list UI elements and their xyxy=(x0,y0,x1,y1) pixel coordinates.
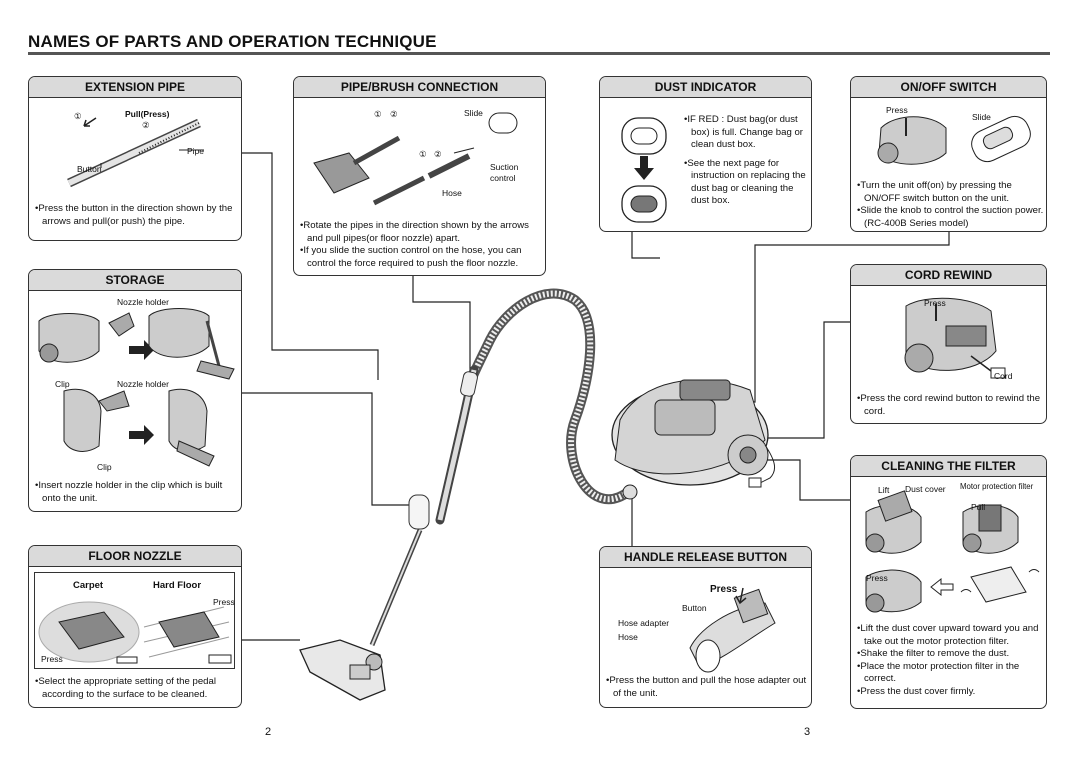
page-title: NAMES OF PARTS AND OPERATION TECHNIQUE xyxy=(28,32,437,51)
pipe-brush-panel xyxy=(293,76,546,276)
floor-nozzle-heading: FLOOR NOZZLE xyxy=(29,546,241,567)
dust-indicator-heading: DUST INDICATOR xyxy=(600,77,811,98)
ext-num-2: ② xyxy=(142,120,150,130)
page-number-right: 3 xyxy=(804,726,811,738)
storage-heading: STORAGE xyxy=(29,270,241,291)
pipe-brush-heading: PIPE/BRUSH CONNECTION xyxy=(294,77,545,98)
floor-carpet-label: Carpet xyxy=(73,580,104,591)
filter-motor-label: Motor protection filter xyxy=(960,482,1034,491)
handle-hose-adapter-label: Hose adapter xyxy=(618,618,670,628)
pb-slide-label: Slide xyxy=(464,108,483,118)
onoff-instructions: •Turn the unit off(on) by pressing the ON/OFF switch button on the unit. •Slide the knob to control the suction power.(RC-400B Series model) xyxy=(857,180,1044,229)
pb-hose-label: Hose xyxy=(442,188,462,198)
onoff-heading: ON/OFF SWITCH xyxy=(851,77,1046,98)
extension-pipe-panel xyxy=(28,76,242,241)
cord-cord-label: Cord xyxy=(994,371,1013,381)
storage-clip-2: Clip xyxy=(97,462,112,472)
floor-press-label-1: Press xyxy=(213,597,235,607)
handle-hose-label: Hose xyxy=(618,632,638,642)
handle-release-panel xyxy=(599,546,812,708)
handle-release-instructions: •Press the button and pull the hose adapter out of the unit. xyxy=(606,675,807,699)
storage-panel xyxy=(28,269,242,512)
storage-instructions: •Insert nozzle holder in the clip which is built onto the unit. xyxy=(35,480,223,504)
pb-suction-label: Suction xyxy=(490,162,519,172)
floor-hard-label: Hard Floor xyxy=(153,580,202,591)
handle-release-heading: HANDLE RELEASE BUTTON xyxy=(600,547,811,568)
dust-indicator-illustration xyxy=(600,98,680,228)
handle-press-label: Press xyxy=(710,584,738,595)
cord-rewind-panel xyxy=(850,264,1047,424)
cord-rewind-heading: CORD REWIND xyxy=(851,265,1046,286)
extension-pipe-heading: EXTENSION PIPE xyxy=(29,77,241,98)
pb-instructions: •Rotate the pipes in the direction shown by the arrows and pull pipes(or floor nozzle) apart. •If you slide the suction control on the hose, you can control the force required to push the floor nozzle. xyxy=(300,220,529,269)
floor-nozzle-instructions: •Select the appropriate setting of the pedal according to the surface to be cleaned. xyxy=(35,676,216,700)
pb-num-2a: ② xyxy=(390,109,398,119)
onoff-illustration xyxy=(851,98,1047,178)
ext-pipe-label: Pipe xyxy=(187,146,205,156)
cord-press-label: Press xyxy=(924,298,946,308)
floor-press-label-2: Press xyxy=(41,654,63,664)
pb-num-1b: ① xyxy=(419,149,427,159)
dust-indicator-text: •IF RED : Dust bag(or dust box) is full. Change bag or clean dust box. •See the next page for instruction on replacing the dust bag or cleaning the dust box. xyxy=(684,114,806,206)
filter-press-label: Press xyxy=(866,573,888,583)
page-number-left: 2 xyxy=(265,726,272,738)
onoff-press-label: Press xyxy=(886,105,908,115)
onoff-switch-panel xyxy=(850,76,1047,232)
storage-clip-1: Clip xyxy=(55,379,70,389)
cord-rewind-illustration xyxy=(851,286,1047,386)
pb-control-label: control xyxy=(490,173,516,183)
pb-num-1a: ① xyxy=(374,109,382,119)
filter-dust-cover-label: Dust cover xyxy=(905,484,946,494)
filter-lift-label: Lift xyxy=(878,485,890,495)
cleaning-filter-illustration xyxy=(851,477,1047,617)
ext-pull-label: Pull(Press) xyxy=(125,109,170,119)
handle-button-label: Button xyxy=(682,603,707,613)
floor-nozzle-panel xyxy=(28,545,242,708)
storage-nozzle-holder-2: Nozzle holder xyxy=(117,379,169,389)
storage-nozzle-holder-1: Nozzle holder xyxy=(117,297,169,307)
cleaning-filter-panel xyxy=(850,455,1047,709)
dust-indicator-panel xyxy=(599,76,812,232)
ext-instructions: •Press the button in the direction shown by the arrows and pull(or push) the pipe. xyxy=(35,203,233,227)
ext-button-label: Button xyxy=(77,164,102,174)
cord-instructions: •Press the cord rewind button to rewind the cord. xyxy=(857,393,1041,417)
filter-pull-label: Pull xyxy=(971,502,986,512)
filter-instructions: •Lift the dust cover upward toward you and take out the motor protection filter. •Shake the filter to remove the dust. •Place the motor protection filter in the correct. •Press the dust cover firmly. xyxy=(857,623,1039,697)
cleaning-filter-heading: CLEANING THE FILTER xyxy=(851,456,1046,477)
onoff-slide-label: Slide xyxy=(972,112,991,122)
pb-num-2b: ② xyxy=(434,149,442,159)
ext-num-1: ① xyxy=(74,111,82,121)
